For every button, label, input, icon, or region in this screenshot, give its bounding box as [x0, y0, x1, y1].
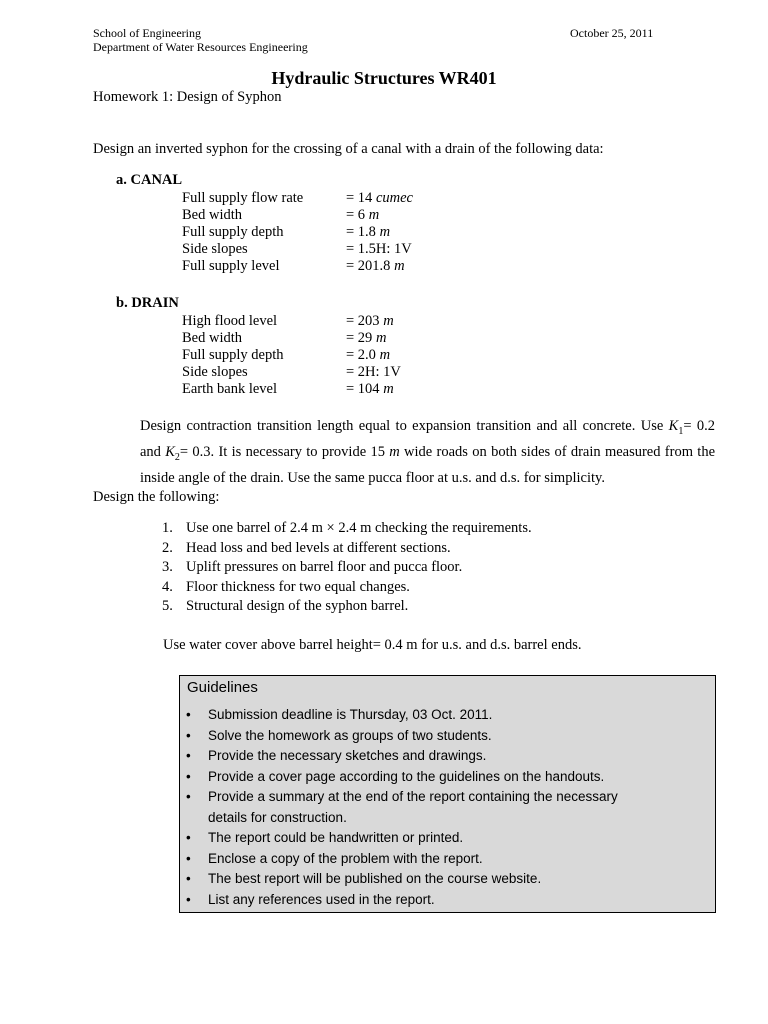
task-text: Floor thickness for two equal changes. [186, 578, 410, 595]
drain-row-label: High flood level [182, 313, 278, 329]
task-text: Uplift pressures on barrel floor and pucca floor. [186, 559, 463, 575]
meter-unit: m [389, 443, 400, 460]
canal-row [182, 207, 482, 224]
canal-row-value: = 1.8 m [346, 224, 391, 240]
canal-row-label: Full supply depth [182, 224, 284, 240]
bullet-icon: • [186, 727, 191, 743]
water-cover-note: Use water cover above barrel height= 0.4 m for u.s. and d.s. barrel ends. [163, 637, 582, 653]
drain-row-value: = 2.0 m [346, 347, 391, 363]
document-date: October 25, 2011 [570, 26, 654, 40]
task-number: 3. [162, 559, 173, 575]
guideline-item [180, 767, 717, 788]
drain-row-unit: m [383, 313, 394, 329]
drain-row-value: = 29 m [346, 330, 387, 346]
task-text: Use one barrel of 2.4 m × 2.4 m checking the requirements. [186, 520, 532, 536]
guideline-item [180, 890, 717, 911]
drain-row [182, 364, 482, 381]
guideline-item [180, 849, 717, 870]
guideline-item [180, 746, 717, 767]
task-number: 1. [162, 520, 173, 536]
department-name: Department of Water Resources Engineering [93, 40, 308, 54]
k2-symbol: K [165, 443, 175, 460]
guidelines-list [180, 705, 717, 910]
design-note-part4: wide roads on both sides of drain measured from the inside angle of the drain. Use the same pucca floor at u.s. and d.s. for simplicity. [140, 443, 716, 486]
canal-row-value: = 14 cumec [346, 190, 413, 206]
intro-text: Design an inverted syphon for the crossing of a canal with a drain of the following data: [93, 141, 604, 157]
bullet-icon: • [186, 748, 191, 763]
guideline-item [180, 726, 717, 747]
drain-row [182, 381, 482, 398]
canal-row-unit: m [394, 258, 405, 274]
k1-subscript: 1 [678, 425, 684, 437]
canal-row-value: = 1.5H: 1V [346, 241, 412, 257]
k2-subscript: 2 [174, 451, 180, 463]
page-title: Hydraulic Structures WR401 [271, 68, 497, 88]
guideline-item [180, 869, 717, 890]
guideline-item [180, 828, 717, 849]
drain-row-label: Full supply depth [182, 347, 284, 363]
guideline-text: Provide a cover page according to the guidelines on the handouts. [208, 768, 605, 784]
drain-heading: b. DRAIN [116, 295, 179, 311]
guidelines-box [179, 675, 716, 913]
task-list [150, 520, 532, 618]
guidelines-title: Guidelines [187, 679, 258, 696]
design-note-part3: = 0.3. It is necessary to provide 15 [179, 443, 390, 460]
design-note-part1: Design contraction transition length equal to expansion transition and all concrete. Use [140, 418, 669, 434]
task-text: Structural design of the syphon barrel. [186, 598, 409, 614]
drain-row [182, 347, 482, 364]
drain-row-unit: m [375, 330, 387, 346]
task-text: Head loss and bed levels at different sections. [186, 539, 451, 556]
drain-row-value: = 2H: 1V [346, 364, 401, 380]
guideline-text: Enclose a copy of the problem with the report. [208, 850, 483, 866]
guideline-item [180, 787, 717, 828]
guideline-item [180, 705, 717, 726]
canal-row-label: Side slopes [182, 241, 248, 257]
bullet-icon: • [186, 789, 191, 804]
drain-row-value: = 104 m [346, 381, 394, 397]
bullet-icon: • [186, 830, 191, 845]
canal-row [182, 241, 482, 258]
canal-row-unit: m [368, 207, 380, 223]
design-following-label: Design the following: [93, 489, 220, 505]
guideline-text: List any references used in the report. [208, 891, 435, 907]
drain-row-unit: m [379, 347, 391, 363]
bullet-icon: • [186, 850, 191, 866]
drain-row [182, 330, 482, 347]
guideline-text: Solve the homework as groups of two students. [208, 727, 492, 743]
k1-symbol: K [668, 418, 679, 434]
design-note-part2: = 0.2 and [140, 418, 715, 460]
guideline-text: Provide a summary at the end of the report containing the necessary [208, 789, 618, 804]
task-item [150, 520, 532, 540]
guideline-text: The best report will be published on the course website. [208, 871, 542, 886]
canal-row-value: = 201.8 m [346, 258, 405, 274]
canal-row-unit: cumec [375, 190, 413, 206]
bullet-icon: • [186, 707, 191, 722]
drain-row [182, 313, 482, 330]
drain-row-label: Side slopes [182, 364, 248, 380]
drain-row-label: Earth bank level [182, 381, 278, 397]
school-name: School of Engineering [93, 26, 201, 40]
guideline-continuation: details for construction. [208, 809, 347, 825]
task-number: 2. [162, 539, 173, 556]
canal-row [182, 224, 482, 241]
bullet-icon: • [186, 768, 191, 784]
canal-row-value: = 6 m [346, 207, 380, 223]
task-item [150, 579, 532, 599]
bullet-icon: • [186, 871, 191, 886]
canal-row-label: Full supply level [182, 258, 280, 274]
task-number: 4. [162, 578, 173, 595]
canal-row [182, 258, 482, 275]
canal-row-unit: m [379, 224, 391, 240]
canal-row-label: Bed width [182, 207, 243, 223]
design-note-paragraph [140, 416, 715, 488]
task-item [150, 540, 532, 560]
drain-row-label: Bed width [182, 330, 243, 346]
canal-row-label: Full supply flow rate [182, 190, 304, 206]
task-item [150, 559, 532, 579]
guideline-text: Submission deadline is Thursday, 03 Oct. 2011. [208, 707, 493, 722]
drain-row-value: = 203 m [346, 313, 394, 329]
homework-subtitle: Homework 1: Design of Syphon [93, 89, 282, 105]
bullet-icon: • [186, 891, 191, 907]
guideline-text: The report could be handwritten or printed. [208, 830, 464, 845]
canal-heading: a. CANAL [116, 172, 183, 188]
guideline-text: Provide the necessary sketches and drawings. [208, 748, 487, 763]
canal-row [182, 190, 482, 207]
task-item [150, 598, 532, 618]
task-number: 5. [162, 598, 173, 614]
drain-row-unit: m [383, 381, 394, 397]
